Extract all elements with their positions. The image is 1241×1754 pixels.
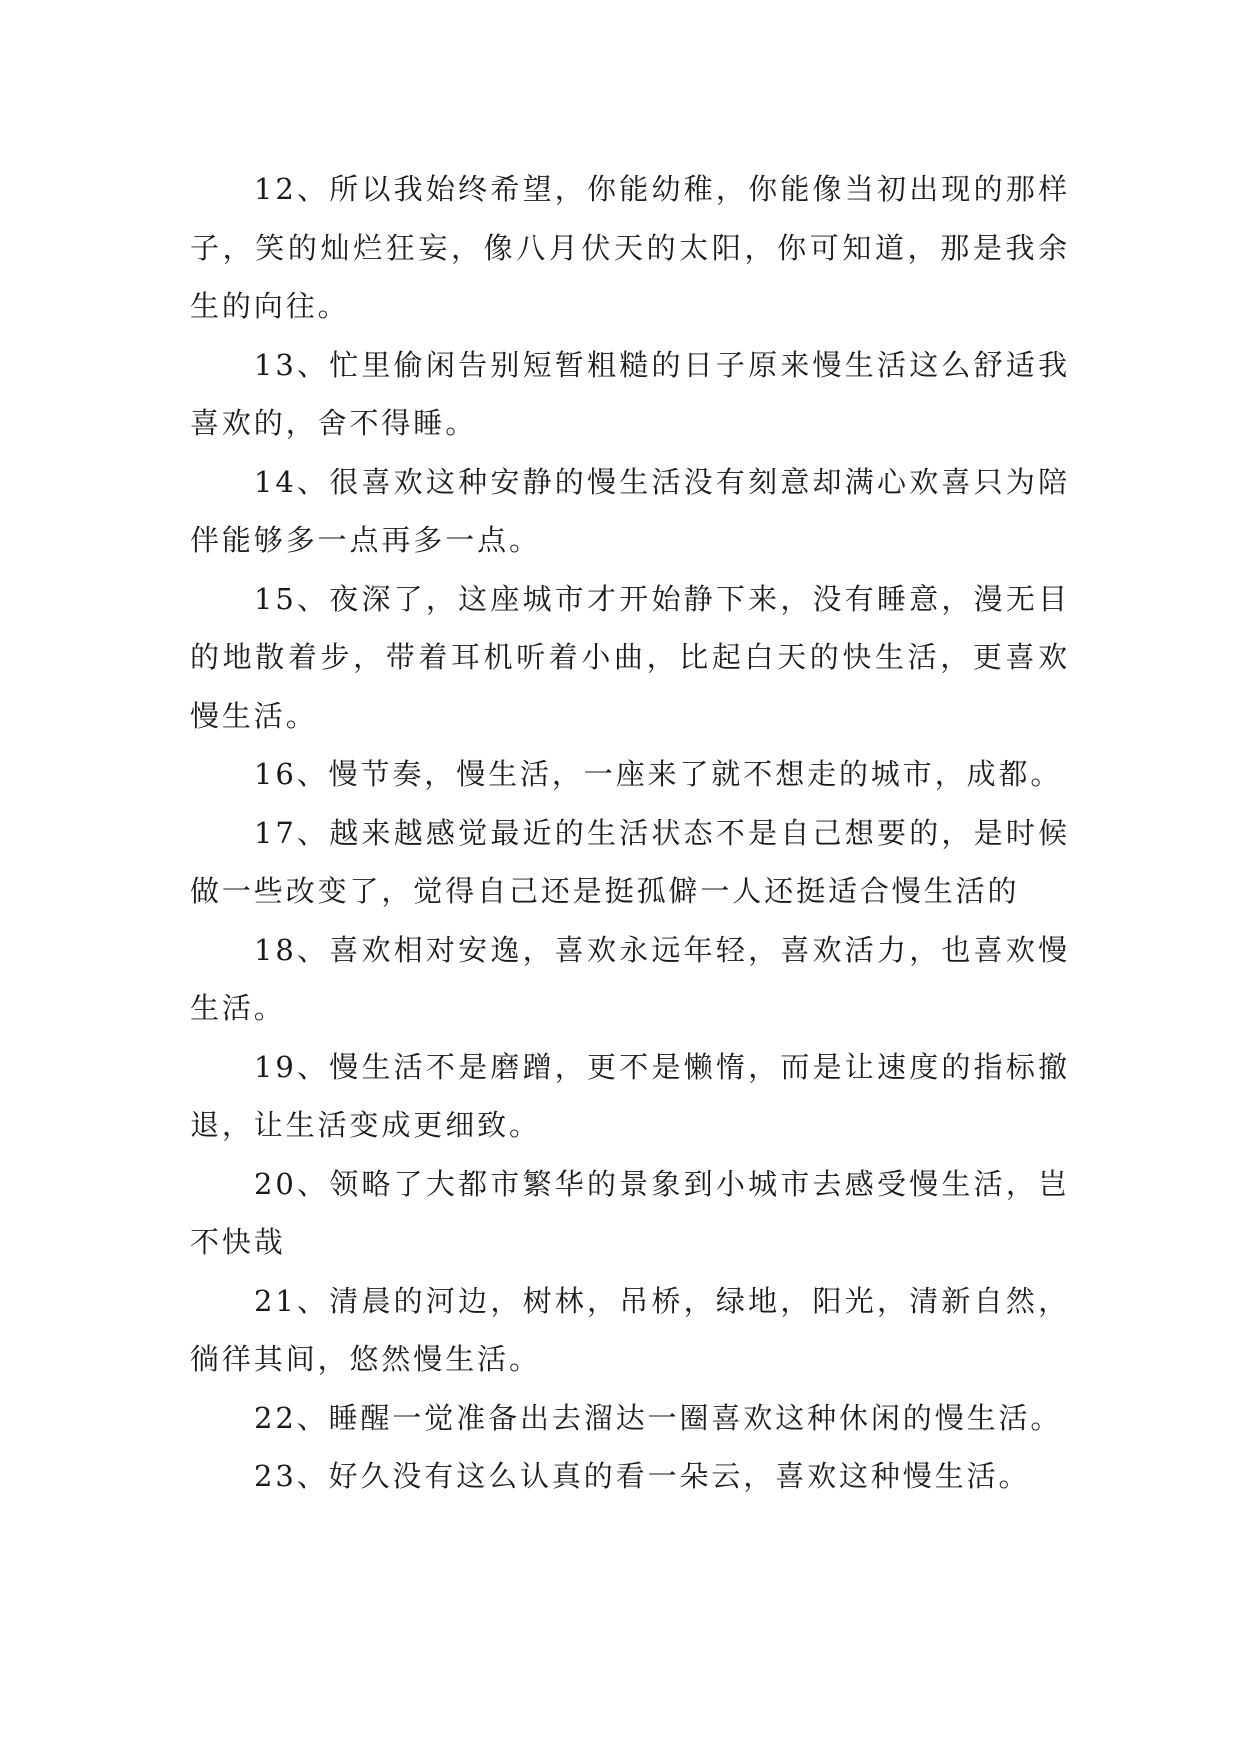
paragraph-19: 19、慢生活不是磨蹭，更不是懒惰，而是让速度的指标撤退，让生活变成更细致。 [190,1049,1070,1142]
paragraph-14: 14、很喜欢这种安静的慢生活没有刻意却满心欢喜只为陪伴能够多一点再多一点。 [190,464,1070,557]
paragraph-22: 22、睡醒一觉准备出去溜达一圈喜欢这种休闲的慢生活。 [254,1400,1063,1435]
paragraph-18: 18、喜欢相对安逸，喜欢永远年轻，喜欢活力，也喜欢慢生活。 [190,932,1070,1025]
paragraph-16: 16、慢节奏，慢生活，一座来了就不想走的城市，成都。 [254,757,1063,791]
document-body [190,160,1070,1506]
paragraph-23: 23、好久没有这么认真的看一朵云，喜欢这种慢生活。 [254,1459,1031,1493]
paragraph-15: 15、夜深了，这座城市才开始静下来，没有睡意，漫无目的地散着步，带着耳机听着小曲，比起白天的快生活，更喜欢慢生活。 [190,581,1070,733]
paragraph-21: 21、清晨的河边，树林，吊桥，绿地，阳光，清新自然，徜徉其间，悠然慢生活。 [190,1283,1070,1376]
paragraph-13: 13、忙里偷闲告别短暂粗糙的日子原来慢生活这么舒适我喜欢的，舍不得睡。 [190,347,1070,440]
paragraph-20: 20、领略了大都市繁华的景象到小城市去感受慢生活，岂不快哉 [190,1166,1070,1259]
paragraph-17: 17、越来越感觉最近的生活状态不是自己想要的，是时候做一些改变了，觉得自己还是挺孤僻一人还挺适合慢生活的 [190,815,1070,908]
paragraph-12: 12、所以我始终希望，你能幼稚，你能像当初出现的那样子，笑的灿烂狂妄，像八月伏天的太阳，你可知道，那是我余生的向往。 [190,172,1070,323]
